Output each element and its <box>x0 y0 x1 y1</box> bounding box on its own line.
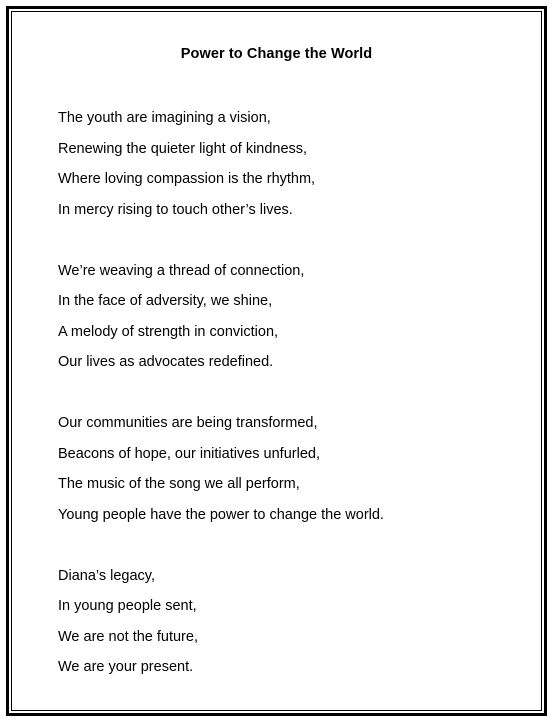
stanza-2 <box>58 256 384 378</box>
stanza-1 <box>58 103 384 225</box>
poem-line: We are your present. <box>58 659 194 675</box>
poem-line: Our lives as advocates redefined. <box>58 354 274 370</box>
poem-line: The music of the song we all perform, <box>58 476 300 492</box>
poem-line: Our communities are being transformed, <box>58 415 318 431</box>
poem-line: Diana’s legacy, <box>58 567 155 584</box>
poem-line: A melody of strength in conviction, <box>58 323 279 340</box>
stanza-3 <box>58 408 384 530</box>
poem-body <box>58 103 384 713</box>
poem-line: Renewing the quieter light of kindness, <box>58 140 308 157</box>
poem-line: Young people have the power to change the world. <box>58 506 384 523</box>
poem-line: We’re weaving a thread of connection, <box>58 262 305 279</box>
poem-line: We are not the future, <box>58 628 198 645</box>
poem-line: In mercy rising to touch other’s lives. <box>58 201 293 218</box>
poem-line: Beacons of hope, our initiatives unfurled, <box>58 445 320 462</box>
page-border-frame <box>6 6 547 716</box>
poem-line: In young people sent, <box>58 598 197 614</box>
poem-line: In the face of adversity, we shine, <box>58 293 273 309</box>
poem-line: The youth are imagining a vision, <box>58 110 271 126</box>
poem-line: Where loving compassion is the rhythm, <box>58 171 316 187</box>
stanza-4 <box>58 561 384 683</box>
poem-title: Power to Change the World <box>180 46 373 62</box>
